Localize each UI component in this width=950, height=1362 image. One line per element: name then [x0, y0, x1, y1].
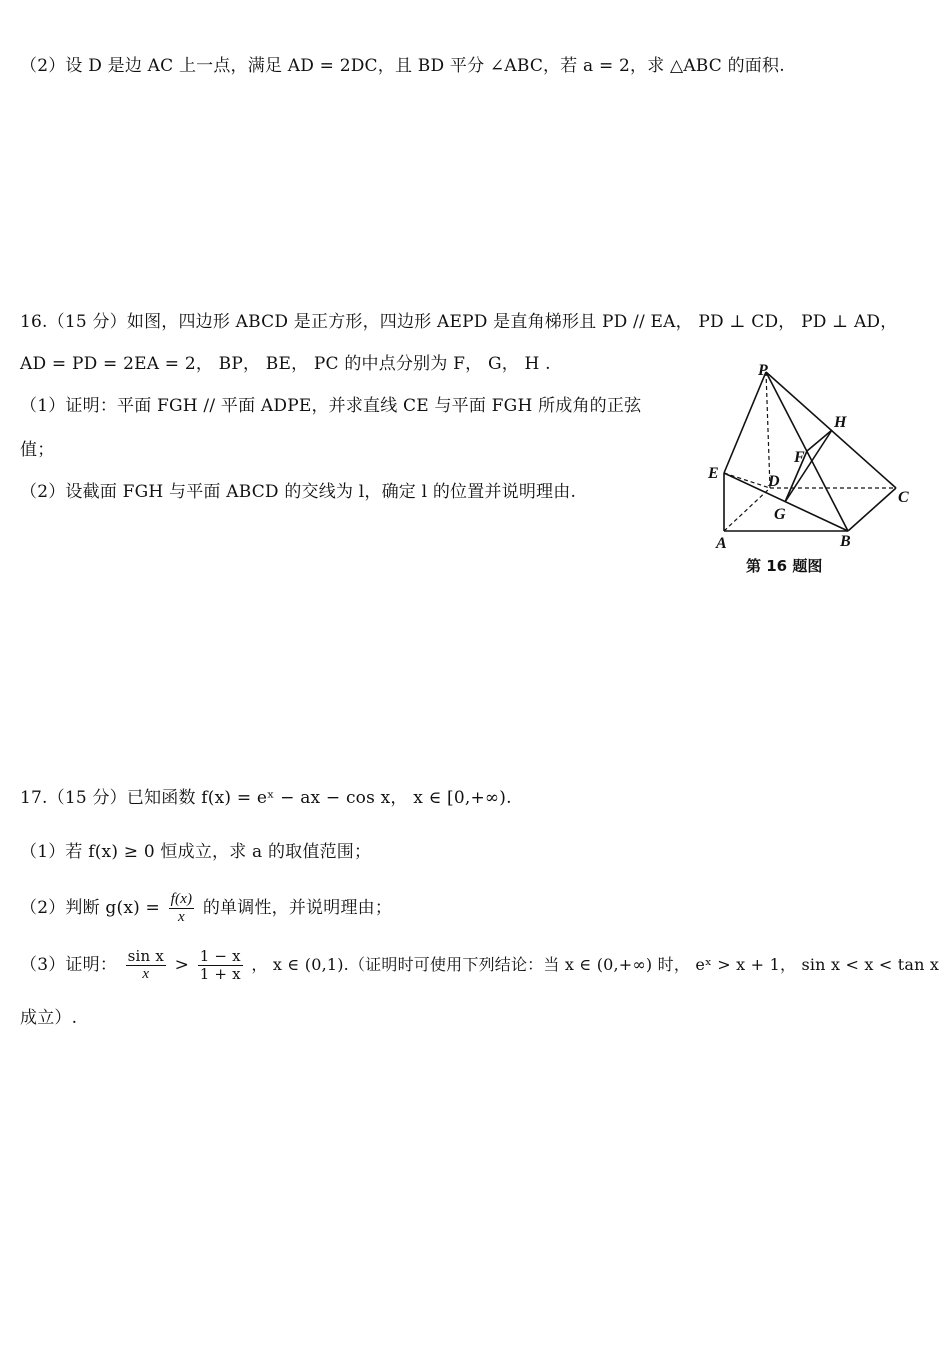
label-D: D — [768, 473, 780, 490]
q17-part3-pre: （3）证明： — [20, 955, 118, 975]
fraction-numerator: sin x — [127, 947, 165, 965]
q17-part2-pre: （2）判断 g(x) = — [20, 898, 161, 918]
label-A: A — [716, 535, 727, 552]
label-P: P — [758, 362, 768, 379]
q16-part2: （2）设截面 FGH 与平面 ABCD 的交线为 l，确定 l 的位置并说明理由. — [20, 482, 577, 502]
q16-stem-line1: 16.（15 分）如图，四边形 ABCD 是正方形，四边形 AEPD 是直角梯形且 PD // EA， PD ⊥ CD， PD ⊥ AD， — [20, 312, 898, 332]
fraction-numerator: f(x) — [170, 891, 193, 907]
figure-caption: 第 16 题图 — [746, 557, 823, 575]
q17-part3-fraction1 — [126, 948, 166, 983]
q16-figure — [700, 358, 930, 578]
q16-part1-line1: （1）证明：平面 FGH // 平面 ADPE，并求直线 CE 与平面 FGH 所成角的正弦 — [20, 396, 642, 416]
label-F: F — [794, 449, 805, 466]
label-E: E — [708, 465, 719, 482]
q17-part2 — [20, 888, 392, 928]
q16-part1-line2: 值； — [20, 440, 55, 460]
q15-part2: （2）设 D 是边 AC 上一点，满足 AD = 2DC，且 BD 平分 ∠ABC，若 a = 2，求 △ABC 的面积. — [20, 56, 785, 76]
label-H: H — [834, 414, 847, 431]
q17-part3-end: 成立）. — [20, 1008, 78, 1028]
label-C: C — [898, 489, 909, 506]
q17-part1: （1）若 f(x) ≥ 0 恒成立，求 a 的取值范围； — [20, 842, 372, 862]
q17-part3-fraction2 — [198, 948, 243, 983]
figure-hidden-edges — [724, 372, 896, 531]
q17-part3 — [20, 945, 939, 985]
fraction-denominator: 1 + x — [199, 965, 241, 983]
q17-part2-fraction — [169, 891, 195, 926]
label-G: G — [774, 506, 786, 523]
fraction-numerator: 1 − x — [199, 947, 241, 965]
q17-stem: 17.（15 分）已知函数 f(x) = eˣ − ax − cos x， x ∈ [0,+∞). — [20, 788, 512, 808]
label-B: B — [840, 533, 851, 550]
q17-part3-post: ， x ∈ (0,1).（证明时可使用下列结论：当 x ∈ (0,+∞) 时， eˣ > x + 1， sin x < x < tan x — [251, 955, 940, 974]
q16-stem-line2: AD = PD = 2EA = 2， BP， BE， PC 的中点分别为 F， G， H . — [20, 354, 551, 374]
q17-part3-gt: > — [174, 955, 190, 975]
q17-part2-post: 的单调性，并说明理由； — [202, 898, 393, 918]
fraction-denominator: x — [142, 966, 150, 982]
fraction-denominator: x — [178, 909, 185, 925]
